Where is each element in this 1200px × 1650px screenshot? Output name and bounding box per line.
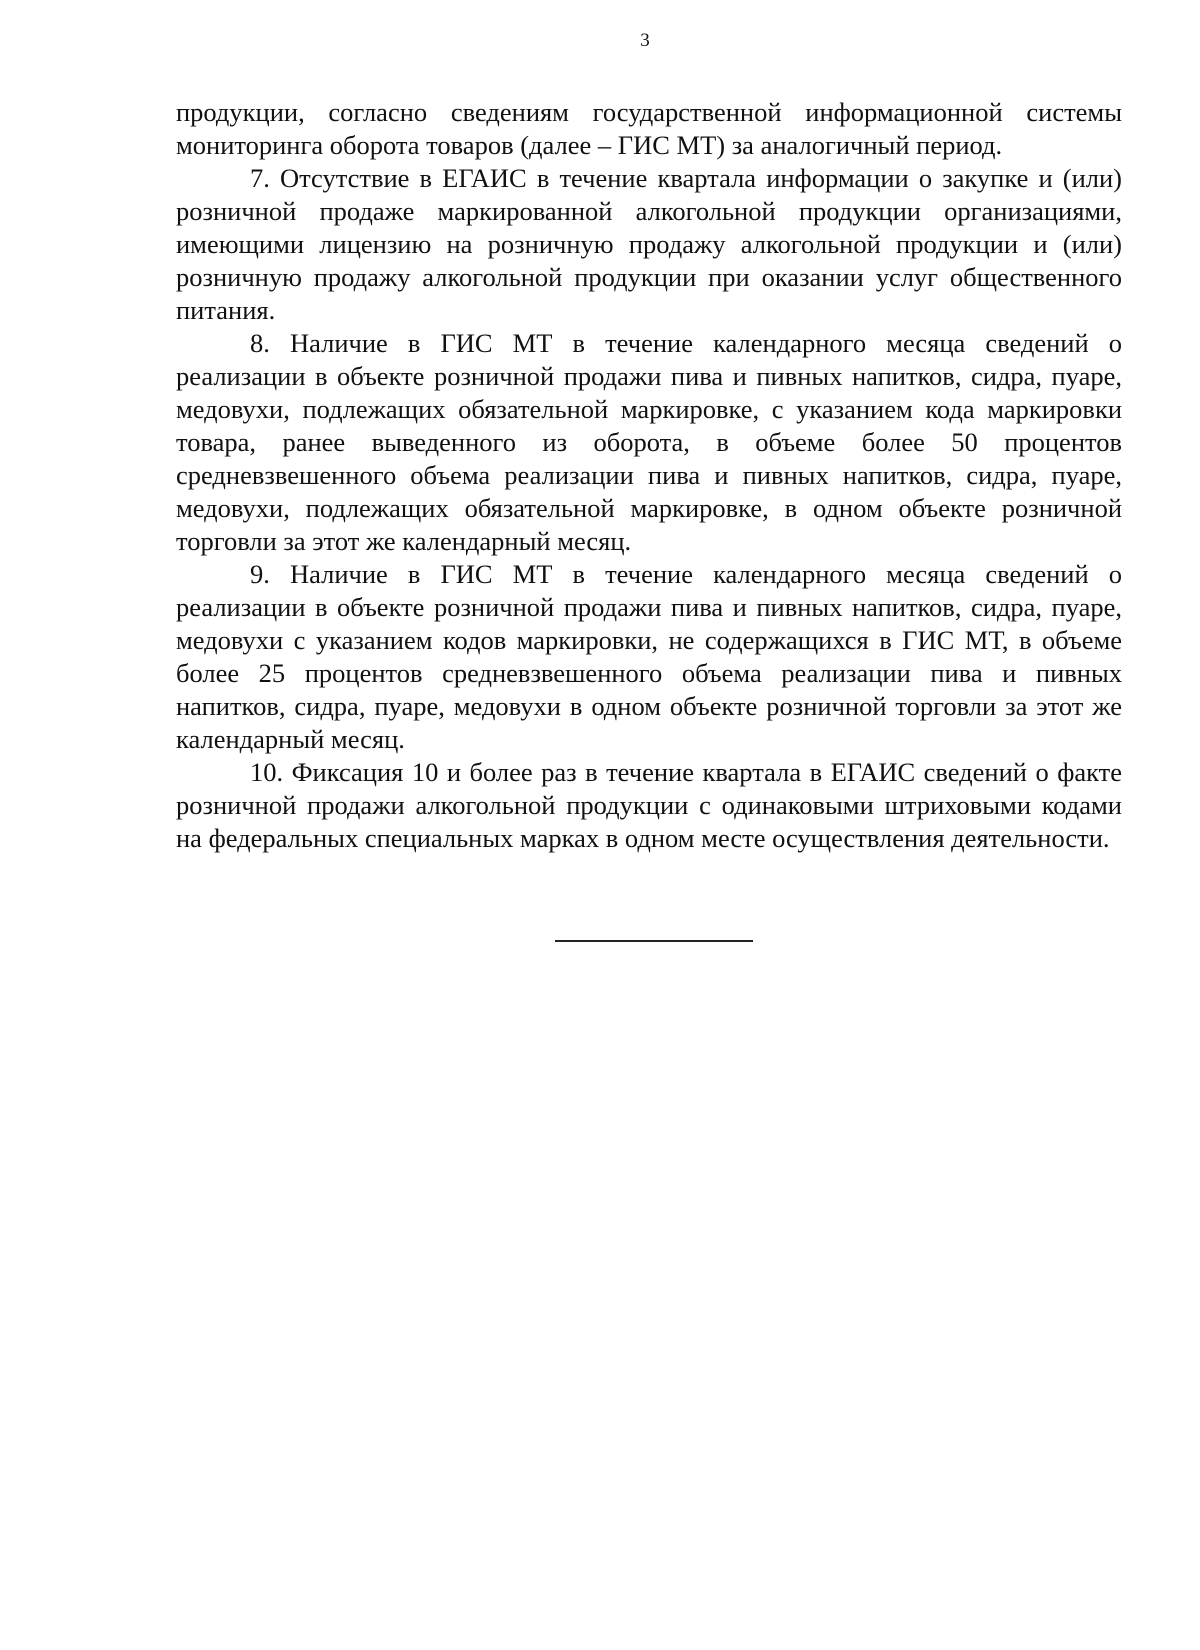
document-body xyxy=(176,96,1122,855)
end-of-document-rule xyxy=(555,940,753,942)
paragraph-item-10: 10. Фиксация 10 и более раз в течение квартала в ЕГАИС сведений о факте розничной продажи алкогольной продукции с одинаковыми штриховыми кодами на федеральных специальных марках в одном месте осуществления деятельности. xyxy=(176,757,1122,853)
paragraph-item-7: 7. Отсутствие в ЕГАИС в течение квартала информации о закупке и (или) розничной продаже маркированной алкогольной продукции организациями, имеющими лицензию на розничную продажу алкогольной продукции и (или) розничную продажу алкогольной продукции при оказании услуг общественного питания. xyxy=(176,163,1122,325)
paragraph-item-8: 8. Наличие в ГИС МТ в течение календарного месяца сведений о реализации в объекте розничной продажи пива и пивных напитков, сидра, пуаре, медовухи, подлежащих обязательной маркировке, с указанием кода маркировки товара, ранее выведенного из оборота, в объеме более 50 процентов средневзвешенного объема реализации пива и пивных напитков, сидра, пуаре, медовухи, подлежащих обязательной маркировке, в одном объекте розничной торговли за этот же календарный месяц. xyxy=(176,328,1122,556)
paragraph-item-9: 9. Наличие в ГИС МТ в течение календарного месяца сведений о реализации в объекте розничной продажи пива и пивных напитков, сидра, пуаре, медовухи с указанием кодов маркировки, не содержащихся в ГИС МТ, в объеме более 25 процентов средневзвешенного объема реализации пива и пивных напитков, сидра, пуаре, медовухи в одном объекте розничной торговли за этот же календарный месяц. xyxy=(176,559,1122,754)
page-number: 3 xyxy=(640,30,650,51)
paragraph-continuation: продукции, согласно сведениям государственной информационной системы мониторинга оборота товаров (далее – ГИС МТ) за аналогичный период. xyxy=(176,97,1122,160)
